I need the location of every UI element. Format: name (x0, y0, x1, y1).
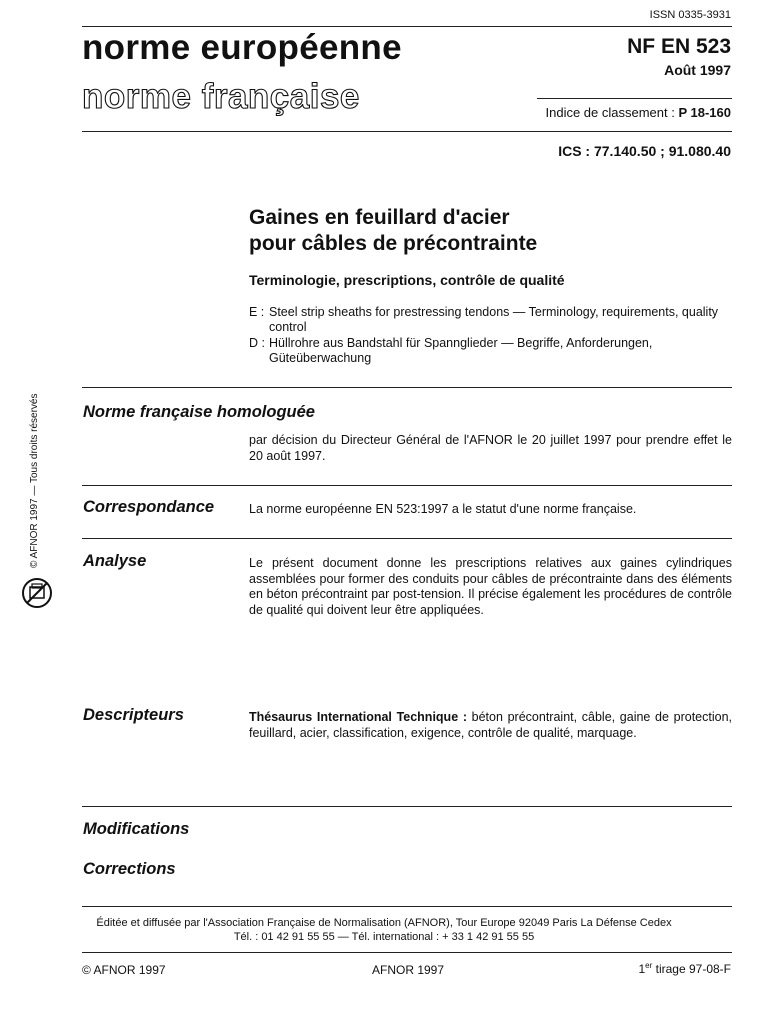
standard-date: Août 1997 (664, 62, 731, 78)
footer-publisher: AFNOR 1997 (372, 963, 445, 977)
print-run-text: tirage 97-08-F (652, 962, 731, 976)
print-run-suffix: er (645, 961, 653, 970)
descripteurs-label: Thésaurus International Technique : (249, 710, 472, 724)
publisher-line2: Tél. : 01 42 91 55 55 — Tél. international : + 33 1 42 91 55 55 (233, 931, 535, 943)
footer-rule-bottom (82, 952, 732, 953)
publisher-line1: Éditée et diffusée par l'Association Française de Normalisation (AFNOR), Tour Europe 92049 Paris La Défense Cedex (96, 917, 672, 929)
translation-german (249, 336, 734, 366)
translation-tag: E : (249, 305, 265, 319)
translation-text: Steel strip sheaths for prestressing tendons — Terminology, requirements, quality control (269, 305, 719, 334)
title-norme-europeenne: norme européenne (82, 28, 402, 67)
translation-english (249, 305, 734, 335)
document-title (249, 205, 537, 257)
indice-label: Indice de classement : (545, 105, 679, 120)
section-rule (82, 806, 732, 807)
translation-tag: D : (249, 336, 265, 350)
analyse-text: Le présent document donne les prescriptions relatives aux gaines cylindriques assemblées pour former des conduits pour câbles de précontrainte dans des éléments en béton précontraint par post-tension. Il précise également les procédures de contrôle de qualité qui doivent leur être appliquées. (249, 556, 732, 617)
document-subtitle: Terminologie, prescriptions, contrôle de qualité (249, 272, 565, 288)
section-rule (82, 387, 732, 388)
print-run-number: 1 (638, 962, 646, 976)
issn: ISSN 0335-3931 (649, 9, 731, 21)
section-rule (82, 538, 732, 539)
footer-copyright: © AFNOR 1997 (82, 963, 166, 977)
descripteurs-keywords: béton précontraint, câble, gaine de protection, feuillard, acier, classification, exigence, contrôle de qualité, marquage. (249, 710, 732, 740)
section-title-modifications: Modifications (83, 820, 190, 838)
translation-text: Hüllrohre aus Bandstahl für Spannglieder — Begriffe, Anforderungen, Güteüberwachung (269, 336, 653, 365)
indice-value: P 18-160 (678, 105, 731, 120)
correspondance-text: La norme européenne EN 523:1997 a le statut d'une norme française. (249, 502, 637, 516)
document-title-line2: pour câbles de précontrainte (249, 232, 538, 255)
descripteurs-text (249, 710, 732, 741)
header-rule-right (537, 98, 732, 99)
section-title-homologuee: Norme française homologuée (83, 403, 315, 421)
section-title-corrections: Corrections (83, 860, 176, 878)
standard-code: NF EN 523 (627, 35, 731, 58)
footer-print-run (638, 961, 731, 976)
indice-classement (546, 105, 732, 120)
section-title-correspondance: Correspondance (83, 498, 215, 516)
section-rule (82, 485, 732, 486)
document-title-line1: Gaines en feuillard d'acier (249, 206, 510, 229)
header-rule-bottom (82, 131, 732, 132)
side-copyright: © AFNOR 1997 — Tous droits réservés (29, 393, 40, 568)
title-norme-francaise: norme française (82, 77, 360, 116)
homologuee-text: par décision du Directeur Général de l'AFNOR le 20 juillet 1997 pour prendre effet le 20 août 1997. (249, 433, 732, 463)
header-top-rule (82, 26, 732, 27)
section-title-descripteurs: Descripteurs (83, 706, 184, 724)
publisher-info (0, 916, 768, 944)
section-title-analyse: Analyse (83, 552, 147, 570)
no-photocopy-icon (20, 576, 54, 615)
ics-codes: ICS : 77.140.50 ; 91.080.40 (558, 143, 731, 159)
footer-rule (82, 906, 732, 907)
